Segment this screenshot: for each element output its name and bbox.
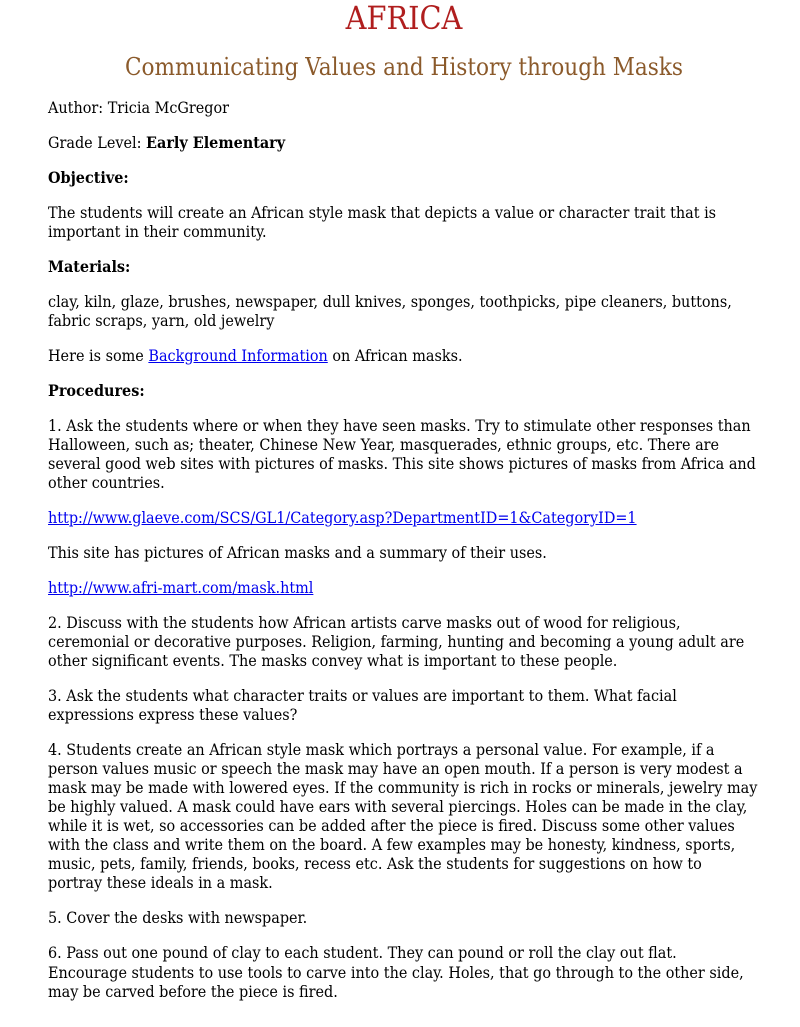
background-info-pre-text: Here is some [48,345,149,365]
grade-level-label: Grade Level: [48,132,147,152]
procedure-step-6: 6. Pass out one pound of clay to each student. They can pound or roll the clay out flat. Encourage students to use tools to carve into the clay. Holes, that go through to the other side, may be carved before the piece is fired. [48,943,744,1001]
materials-heading: Materials: [48,256,131,276]
page-subtitle: Communicating Values and History through Masks [125,53,683,82]
procedure-step-3: 3. Ask the students what character traits or values are important to them. What facial expressions express these values? [48,686,677,725]
procedure-step-4: 4. Students create an African style mask which portrays a personal value. For example, if a person values music or speech the mask may have an open mouth. If a person is very modest a mask may be made with lowered eyes. If the community is rich in rocks or minerals, jewelry may be highly valued. A mask could have ears with several piercings. Holes can be made in the clay, while it is wet, so accessories can be added after the piece is fired. Discuss some other values with the class and write them on the board. A few examples may be honesty, kindness, sports, music, pets, family, friends, books, recess etc. Ask the students for suggestions on how to portray these ideals in a mask. [48,740,758,893]
author-line: Author: Tricia McGregor [48,97,230,117]
procedure-step-1: 1. Ask the students where or when they have seen masks. Try to stimulate other responses than Halloween, such as; theater, Chinese New Year, masquerades, ethnic groups, etc. There are several good web sites with pictures of masks. This site shows pictures of masks from Africa and other countries. [48,415,756,492]
site-description-text: This site has pictures of African masks and a summary of their uses. [48,542,547,562]
afri-mart-url-link[interactable]: http://www.afri-mart.com/mask.html [48,578,314,598]
objective-heading: Objective: [48,167,129,187]
background-information-link[interactable]: Background Information [148,345,328,365]
glaeve-category-url-link[interactable]: http://www.glaeve.com/SCS/GL1/Category.asp?DepartmentID=1&CategoryID=1 [48,507,637,527]
page-title: AFRICA [345,0,463,37]
background-info-line [48,346,760,365]
materials-text: clay, kiln, glaze, brushes, newspaper, dull knives, sponges, toothpicks, pipe cleaners, buttons, fabric scraps, yarn, old jewelry [48,291,732,330]
mask-category-link-line [48,508,760,527]
procedure-step-2: 2. Discuss with the students how African artists carve masks out of wood for religious, ceremonial or decorative purposes. Religion, farming, hunting and becoming a young adult are other significant events. The masks convey what is important to these people. [48,613,745,671]
grade-level-line [48,133,760,152]
procedure-step-5: 5. Cover the desks with newspaper. [48,908,308,928]
grade-level-value: Early Elementary [146,132,286,152]
procedures-heading: Procedures: [48,380,145,400]
objective-text: The students will create an African style mask that depicts a value or character trait that is important in their community. [48,202,717,241]
afri-mart-link-line [48,578,760,597]
background-info-post-text: on African masks. [327,345,463,365]
